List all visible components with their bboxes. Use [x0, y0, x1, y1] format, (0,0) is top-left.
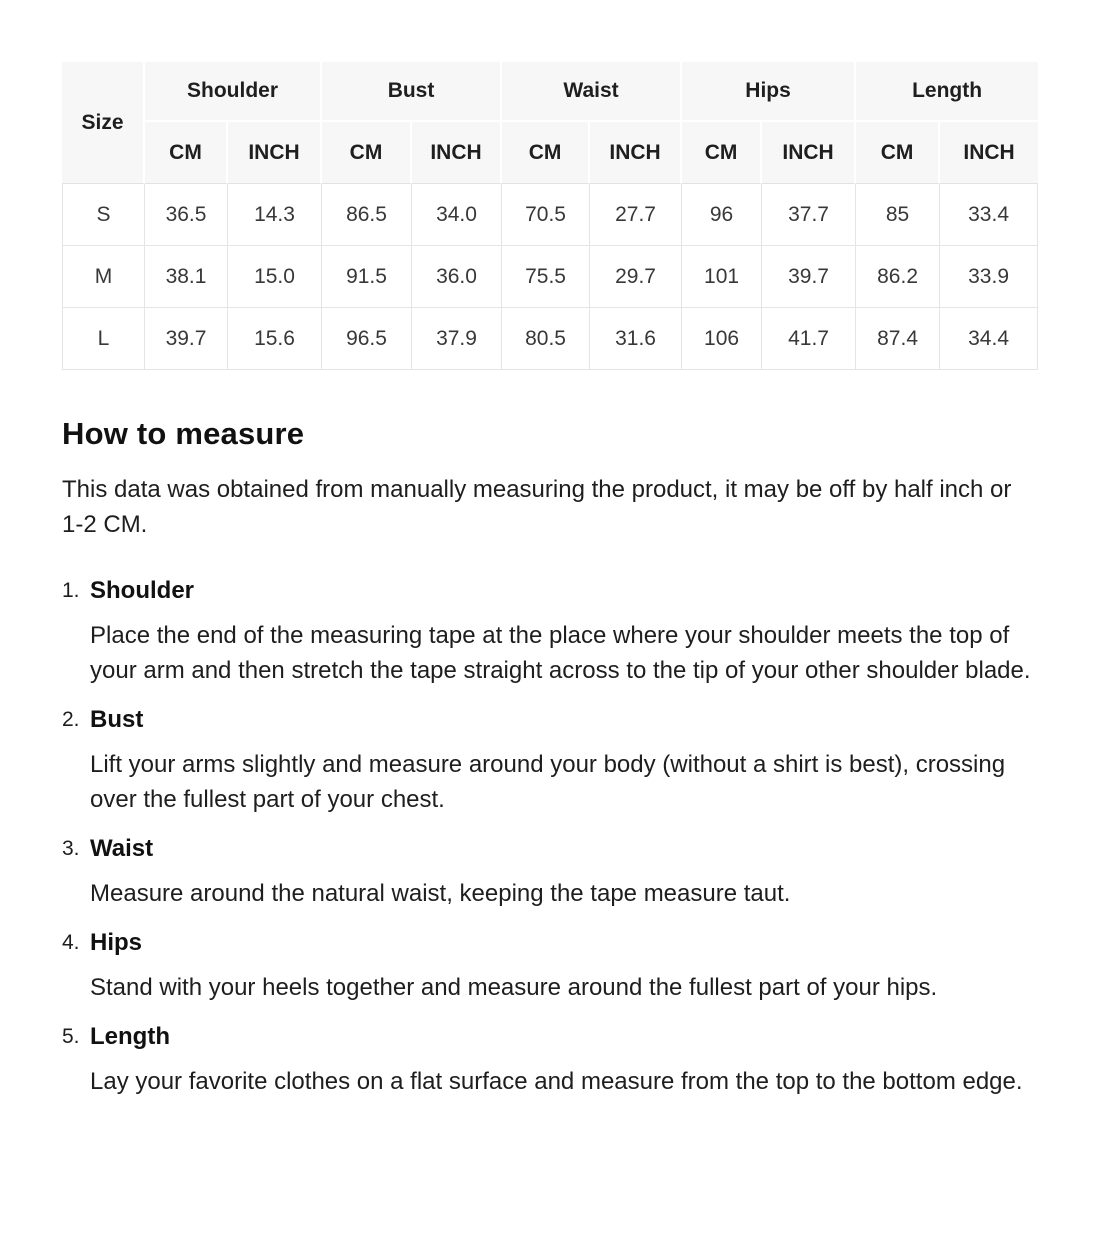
- size-label: S: [62, 184, 145, 246]
- measurement-cell: 27.7: [590, 184, 682, 246]
- step-term: Hips: [90, 929, 143, 956]
- measurement-cell: 106: [682, 308, 762, 370]
- step-number: 4.: [62, 931, 80, 954]
- table-unit-header-row: [62, 122, 1038, 184]
- column-group-waist: Waist: [502, 62, 682, 122]
- measurement-cell: 33.4: [940, 184, 1038, 246]
- measurement-cell: 39.7: [762, 246, 856, 308]
- measurement-cell: 33.9: [940, 246, 1038, 308]
- unit-header-length-inch: INCH: [940, 122, 1038, 184]
- measurement-cell: 14.3: [228, 184, 322, 246]
- unit-header-waist-inch: INCH: [590, 122, 682, 184]
- step-description: Lay your favorite clothes on a flat surface and measure from the top to the bottom edge.: [90, 1068, 1023, 1095]
- table-row-size-l: [62, 308, 1038, 370]
- step-term: Waist: [90, 835, 154, 862]
- measurement-cell: 91.5: [322, 246, 412, 308]
- measurement-cell: 75.5: [502, 246, 590, 308]
- unit-header-waist-cm: CM: [502, 122, 590, 184]
- unit-header-bust-inch: INCH: [412, 122, 502, 184]
- measurement-cell: 36.0: [412, 246, 502, 308]
- measurement-cell: 87.4: [856, 308, 940, 370]
- list-item-hips: [62, 926, 1038, 1005]
- measurement-cell: 15.6: [228, 308, 322, 370]
- measure-steps-list: [62, 574, 1038, 1099]
- unit-header-length-cm: CM: [856, 122, 940, 184]
- step-description: Stand with your heels together and measure around the fullest part of your hips.: [90, 974, 938, 1001]
- step-number: 3.: [62, 837, 80, 860]
- measurement-cell: 101: [682, 246, 762, 308]
- column-group-hips: Hips: [682, 62, 856, 122]
- unit-header-bust-cm: CM: [322, 122, 412, 184]
- measurement-cell: 80.5: [502, 308, 590, 370]
- measurement-cell: 34.4: [940, 308, 1038, 370]
- step-number: 2.: [62, 708, 80, 731]
- size-label: L: [62, 308, 145, 370]
- unit-header-hips-cm: CM: [682, 122, 762, 184]
- unit-header-hips-inch: INCH: [762, 122, 856, 184]
- list-item-shoulder: [62, 574, 1038, 688]
- column-header-size: Size: [62, 62, 145, 184]
- measurement-cell: 36.5: [145, 184, 228, 246]
- list-item-bust: [62, 703, 1038, 817]
- measurement-cell: 86.2: [856, 246, 940, 308]
- list-item-length: [62, 1020, 1038, 1099]
- measurement-cell: 29.7: [590, 246, 682, 308]
- measurement-cell: 96.5: [322, 308, 412, 370]
- unit-header-shoulder-inch: INCH: [228, 122, 322, 184]
- measurement-cell: 85: [856, 184, 940, 246]
- measurement-cell: 15.0: [228, 246, 322, 308]
- measurement-cell: 31.6: [590, 308, 682, 370]
- step-term: Length: [90, 1023, 170, 1050]
- measurement-cell: 34.0: [412, 184, 502, 246]
- measurement-cell: 70.5: [502, 184, 590, 246]
- step-description: Place the end of the measuring tape at the place where your shoulder meets the top of your arm and then stretch the tape straight across to the tip of your other shoulder blade.: [90, 622, 1031, 684]
- step-term: Bust: [90, 706, 144, 733]
- size-chart-table: [62, 62, 1038, 370]
- unit-header-shoulder-cm: CM: [145, 122, 228, 184]
- column-group-length: Length: [856, 62, 1038, 122]
- step-term: Shoulder: [90, 577, 195, 604]
- step-description: Measure around the natural waist, keeping the tape measure taut.: [90, 880, 791, 907]
- measurement-cell: 39.7: [145, 308, 228, 370]
- step-number: 1.: [62, 579, 80, 602]
- how-to-measure-title: How to measure: [62, 416, 305, 451]
- step-description: Lift your arms slightly and measure around your body (without a shirt is best), crossing over the fullest part of your chest.: [90, 751, 1006, 813]
- how-to-measure-intro: This data was obtained from manually measuring the product, it may be off by half inch or 1-2 CM.: [62, 476, 1012, 538]
- column-group-bust: Bust: [322, 62, 502, 122]
- measurement-cell: 41.7: [762, 308, 856, 370]
- measurement-cell: 96: [682, 184, 762, 246]
- table-row-size-s: [62, 184, 1038, 246]
- size-label: M: [62, 246, 145, 308]
- column-group-shoulder: Shoulder: [145, 62, 322, 122]
- table-row-size-m: [62, 246, 1038, 308]
- measurement-cell: 37.9: [412, 308, 502, 370]
- table-group-header-row: [62, 62, 1038, 122]
- measurement-cell: 38.1: [145, 246, 228, 308]
- step-number: 5.: [62, 1025, 80, 1048]
- measurement-cell: 86.5: [322, 184, 412, 246]
- measurement-cell: 37.7: [762, 184, 856, 246]
- list-item-waist: [62, 832, 1038, 911]
